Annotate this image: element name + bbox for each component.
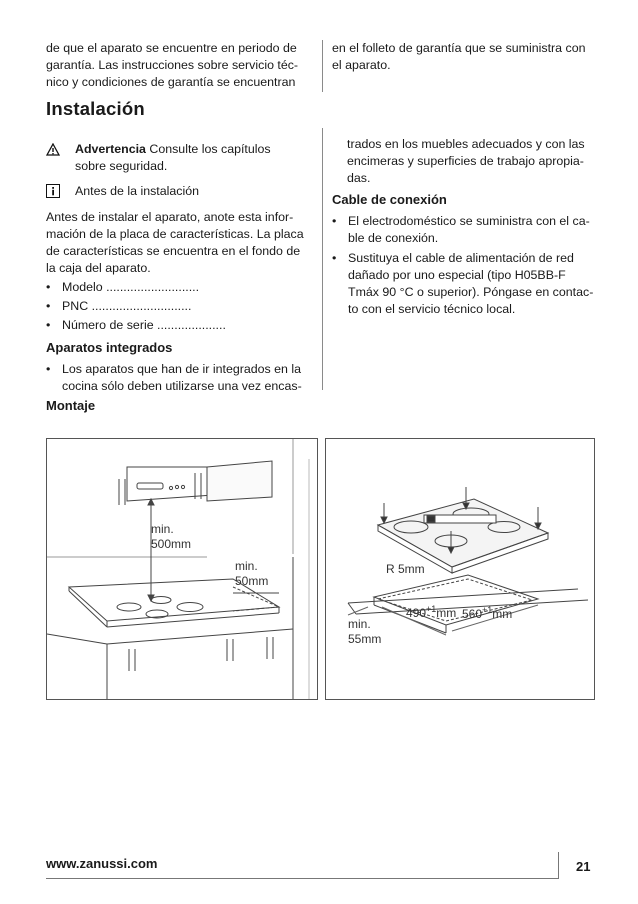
label-min-500-b: 500mm	[151, 537, 192, 551]
para-line-3: de características se encuentra en el fondo de	[46, 244, 301, 258]
integrated-line-2: cocina sólo deben utilizarse una vez encas-	[62, 379, 302, 393]
info-icon	[46, 184, 60, 198]
para-line-4: la caja del aparato.	[46, 261, 151, 275]
cable-bullet-2-line-3: Tmáx 90 °C o superior). Póngase en contac-	[348, 285, 594, 299]
column-divider-top	[322, 40, 323, 92]
label-r5: R 5mm	[386, 562, 425, 576]
subheading-integrated: Aparatos integrados	[46, 340, 173, 355]
top-left-line-3: nico y condiciones de garantía se encuentran	[46, 75, 296, 89]
para-line-1: Antes de instalar el aparato, anote esta infor-	[46, 210, 294, 224]
top-right-line-1: en el folleto de garantía que se suministra con	[332, 41, 586, 55]
column-divider-main	[322, 128, 323, 390]
top-right-line-2: el aparato.	[332, 58, 391, 72]
cable-bullet-2-line-2: dañado por uno especial (tipo H05BB-F	[348, 268, 566, 282]
warning-text: Consulte los capítulos	[145, 142, 271, 156]
label-560: $560^{+1}mm$	[462, 605, 513, 621]
right-cont-line-2: encimeras y superficies de trabajo apropia-	[347, 154, 584, 168]
cable-bullet-1-line-2: ble de conexión.	[348, 231, 439, 245]
right-cont-line-1: trados en los muebles adecuados y con las	[347, 137, 585, 151]
right-cont-line-3: das.	[347, 171, 371, 185]
warning-label: Advertencia	[75, 142, 146, 156]
top-left-line-2: garantía. Las instrucciones sobre servicio téc-	[46, 58, 299, 72]
para-line-2: mación de la placa de características. La placa	[46, 227, 304, 241]
cable-bullet-2-line-4: to con el servicio técnico local.	[348, 302, 516, 316]
label-min-55-a: min.	[348, 617, 371, 631]
figure-cutout-dimensions	[325, 438, 595, 700]
label-min-500-a: min.	[151, 522, 174, 536]
label-min-50-b: 50mm	[235, 574, 269, 588]
cabinet-drawing	[47, 439, 317, 699]
footer-website: www.zanussi.com	[46, 856, 158, 871]
label-490: $490^{+1}mm$	[406, 604, 457, 620]
warning-line-1	[75, 141, 271, 158]
figure-cabinet-clearance	[46, 438, 318, 700]
footer-divider	[558, 852, 559, 879]
subheading-montaje: Montaje	[46, 398, 96, 413]
page-number: 21	[576, 859, 591, 874]
footer-rule	[46, 878, 558, 879]
label-min-55-b: 55mm	[348, 632, 382, 646]
section-title: Instalación	[46, 98, 145, 119]
cutout-drawing	[326, 439, 594, 699]
warning-icon	[46, 143, 60, 156]
label-min-50-a: min.	[235, 559, 258, 573]
subheading-cable: Cable de conexión	[332, 192, 447, 207]
warning-line-2: sobre seguridad.	[75, 159, 168, 173]
info-text: Antes de la instalación	[75, 184, 199, 198]
top-left-line-1: de que el aparato se encuentre en periodo de	[46, 41, 297, 55]
